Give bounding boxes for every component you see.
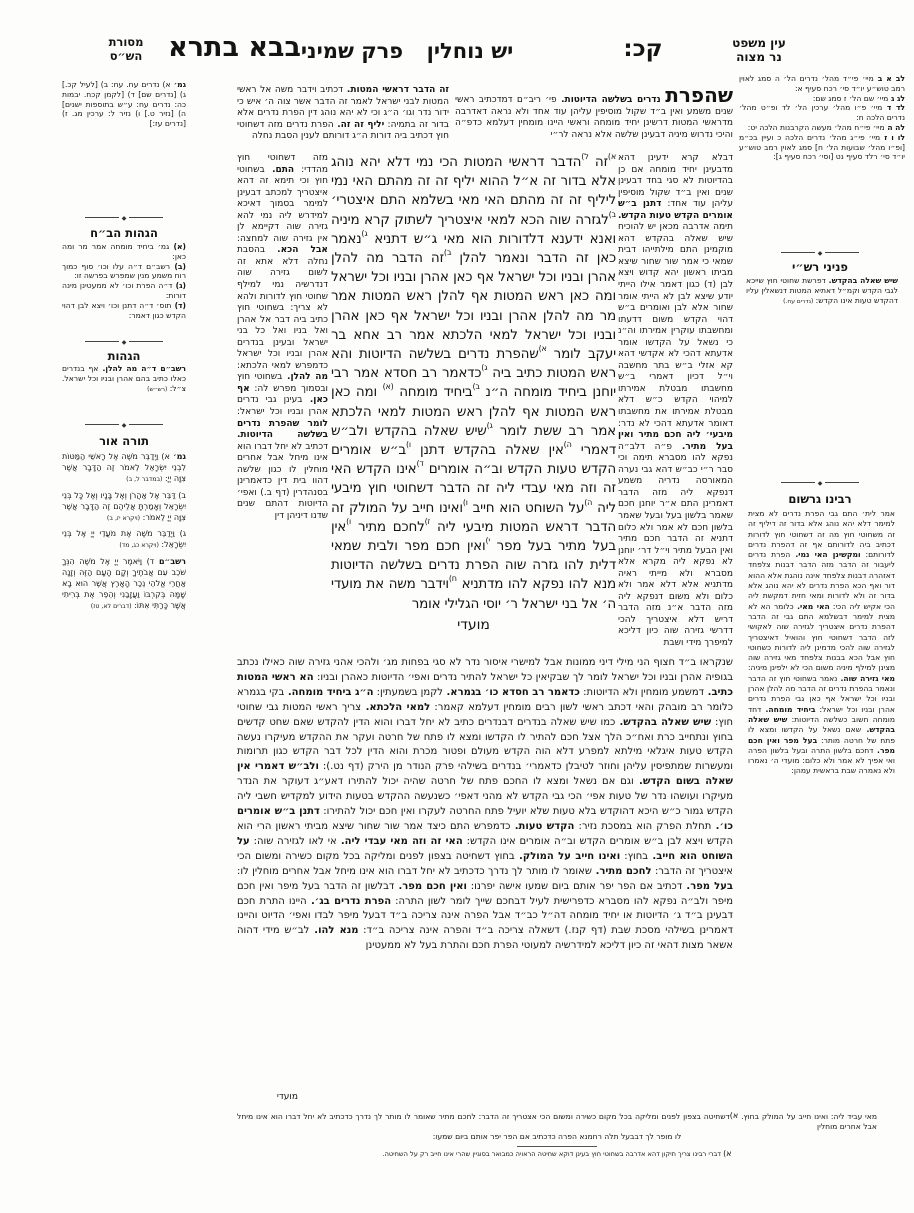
rashbam-column: מזה דשחוטי חוץ מהדדי: התם. בשחוטי חוץ וכי תימא זה דהא איצטריך למכתב דבעינן למימר בסמוך דאיכא למידרש ליה נמי להא גזירה שוה דקיימא לן אין גזירה שוה למחצה: אבל הכא. בהסבת נחלה דלא אתא זה לשום גזירה שוה דנדרשיה נמי למילף שחוטי חוץ לדורות ולהא לא צריך: בשחוטי חוץ כתיב ביה דבר אל אהרן ואל בניו ואל כל בני ישראל ובעינן בנדרים אהרן ובניו וכל ישראל כדמפרש למאי הלכתא: מה להלן. בשחוטי חוץ ובסמוך מפרש לה: אף כאן. בעינן גבי נדרים אהרן ובניו וכל ישראל: לומר שהפרת נדרים בשלשה הדיוטות. דכתיב לא יחל דברו הוא אינו מיחל אבל אחרים מוחלין לו כגון שלשה דהוו בית דין כדאמרינן בסנהדרין (דף ב.) ואפי׳ הדיוטות דהתם שנים שדנו דיניהן דין: [237, 153, 328, 521]
pninei-rashi-text: שיש שאלה בהקדש. דפרשת שחוטי חוץ שייכא לגבי הקדש וקמ״ל דאתיא המטות דנשאלין עליו דהקדש טעות אינו הקדש: (נדרים עח.): [746, 276, 898, 305]
rashbam-bottom-block: שנקראו ב״ד חצוף הני מילי דיני ממונות אבל למישרי איסור נדר לא סגי בפחות מג׳ ולהכי אהני גזירה שוה כאילו נכתב בגופיה אהרן ובניו וכל ישראל לומר לך שבקיאין כל ישראל להתיר נדרים ואפי׳ הדיוטות כאהרן ובניו: הא ראשי המטות כתיב. דמשמע מומחין ולא הדיוטות: כדאמר רב חסדא כו׳ בגמרא. לקמן בשמעתין: ה״ג ביחיד מומחה. בקי בגמרא כלומר רב מובהק והאי דכתב ראשי לשון רבים מומחין דעלמא קאמר: למאי הלכתא. צריך ראשי המטות גבי שחוטי חוץ: שיש שאלה בהקדש. כמו שיש שאלה בנדרים דבנדרים כתיב לא יחל דברו והוא הדין להקדש שאם שחט קדשים בחוץ ונתחייב כרת ואח״כ הלך אצל חכם להתיר לו הקדשו ומצא לו פתח של חרטה ועקר את ההקדש מעיקרו נעשה הקדש טעות איגלאי מילתא למפרע דלא הוה הקדש מעולם ופטור מכרת והוא הדין לכל דבר הקדש כגון תרומות ומעשרות שמתפיסין עליהן וחוזר לטיבלן כדאמרי׳ בנדרים בשילהי פרק הנודר מן הירק (דף נט.): ולב״ש דאמרי אין שאלה בשום הקדש. וגם אם נשאל ומצא לו החכם פתח של חרטה שהיה יכול להתירו דאע״ג דעוקר את הנדר מעיקרו ועושהו נדר של טעות אפי׳ הכי גבי הקדש לא מהני דאפי׳ כשנעשה ההקדש בטעות הידוע למקדיש חשבי ליה הקדש גמור כ״ש היכא דהוקדש בלא טעות שלא יועיל פתח החרטה לעקרו ואין חכם יכול להתירו: דתנן ב״ש אומרים כו׳. תחלת הפרק הוא במסכת נזיר: הקדש טעות. כדמפרש התם כיצד אמר שור שחור שיצא מביתי ראשון הרי הוא הקדש ויצא לבן ב״ש אומרים הקדש וב״ה אומרים אינו הקדש: האי זה וזה מאי עבדי ליה. אי לאו לגזירה שוה: על השוחט הוא חייב. בחוץ: ואינו חייב על המולק. בחוץ דשחיטה בצפון לפנים ומליקה בכל מקום כשירה ומשום הכי איצטריך זה הדבר: לחכם מתיר. שאומר לו מותר לך נדרך כדכתיב לא יחל דברו הוא אינו מיחל אבל אחרים מוחלין לו: בעל מפר. דכתיב אם הפר יפר אותם ביום שמעו אישה יפרנו: ואין חכם מפר. דבלשון זה הדבר בעל מיפר ואין חכם מיפר ולב״ה נפקא להו מסברא כדפרישית לעיל דבחכם שייך לומר לשון התרה: הפרת נדרים בג׳. היינו התרת חכם דבעינן ב״ד ג׳ הדיוטות או יחיד מומחה דה״ל כב״ד אבל הפרה אינה צריכה ב״ד דבעל מיפר לבדו ואפי׳ הדיוט והיינו דאמרינן בשילהי מסכת שבת (דף קנז.) דשאלה צריכה ב״ד והפרה אינה צריכה ב״ד: מנא להו. לב״ש מידי דהוה אשאר מצות דהאי זה כיון דליכא למידרשיה למעוטי הפרת חכם והתרת בעל לא ממעטינן: [237, 657, 733, 952]
footnote-rule: [517, 1146, 597, 1147]
rabbeinu-gershom-text: אמר לית׳ התם גבי הפרת נדרים לא מצית למימר דלא יהא נוהג אלא בדור זה דיליף זה זה משחוטי חוץ מה זה דשחוטי חוץ לדורות דכתיב ביה לדורותם אף זה דהפרת נדרים לדורותם: ומקשינן האי נמי. הפרת נדרים ליעבור זה הדבר מזה הדבר דבנות צלפחד דאזהרה דבנות צלפחד אינה נוהגת אלא ההוא דור ואף הכא הפרת נדרים לא יהא נוהג אלא בדור זה ולא לדורות ומאי חזית דמקשת ליה הכי אקיש ליה הכי: האי מאי. כלומר הא לא מצית למימר דבשלמא התם גבי זה הדבר דהפרת נדרים איצטריך לגזירה שוה לאקושי לזה הדבר דשחוטי חוץ והואיל דאיצטריך לגזירה שוה להכי מדמינן ליה לדורות כשחוטי חוץ אבל הכא בבנות צלפחד מאי גזירה שוה מצינן למילף מיניה משום הכי לא ילפינן מיניה: מאי גזירה שוה. נאמר בשחוטי חוץ זה הדבר ונאמר בהפרת נדרים זה הדבר מה להלן אהרן ובניו וכל ישראל אף כאן גבי הפרת נדרים אהרן ובניו וכל ישראל: ביחיד מומחה. דחד מומחה חשוב כשלשה הדיוטות: שיש שאלה בהקדש. שאם נשאל על הקדשו ומצא לו פתח של חרטה מותר: בעל מפר ואין חכם מפר. דחכם בלשון התרה ובעל בלשון הפרה ואי אפיך לא אמר ולא כלום: מועדי ה׳ נאמרו ולא נאמרה שבת בראשית עמהן:: [748, 509, 895, 776]
ein-mishpat-entries: לב א ב מיי׳ פי״ד מהל׳ נדרים הל׳ ה סמג לאוין רמב טוש״ע יו״ד סי׳ רכח סעיף א: לג ג מיי׳ שם הל׳ ז סמג שם: לד ד מיי׳ פ״ו מהל׳ ערכין הל׳ לד ופ״ט מהל׳ נדרים הלכה ח: לה ה מיי׳ פי״ח מהל׳ מעשה הקרבנות הלכה יט: לו ו ז מיי׳ פי״ג מהל׳ נדרים הלכה כ ועיין בכ״מ [ופ״ו מהל׳ שבועות הל׳ ח] סמג לאוין רמב טוש״ע יו״ד סי׳ רלד סעיף נט [וסי׳ רכח סעיף ג]:: [739, 74, 905, 162]
section-divider: ◆: [76, 422, 172, 430]
mesoret-header-line1: מסורת: [108, 36, 144, 49]
catchword: מועדי: [276, 1092, 298, 1102]
hagahot-habach-entries: (א) גמ׳ ביחיד מומחה אמר מר ומה כאן: (ב) רשב״ם ד״ה עלו וכו׳ סוף כמוך רוח משמע מנין שמפרש בפרשה זו: (ג) ד״ה הפרת וכו׳ לא ממעטינן מינה דורות: (ד) תוס׳ ד״ה דתנן וכו׳ ויצא לבן דהוי הקדש כגון דאמר:: [62, 242, 186, 320]
section-divider: ◆: [76, 215, 172, 223]
mesoret-hashas-text: גמ׳ א) נדרים עח. עח: ב) [לעיל קכ.] ג) [נדרים שם] ד) [לקמן קכח. יבמות כה: נדרים עח: ע״ש בתוספות ישנים] ה) [נזיר ט.] ו) נזיר ל: ערכין מג. ז) [נדרים עז:]: [62, 80, 186, 129]
ein-mishpat-header-line1: עין משפט: [732, 36, 786, 50]
chapter-name: יש נוחלין: [426, 39, 514, 63]
section-divider: ◆: [76, 339, 172, 347]
footnote-annotation: $^{א)}$ דברי רבינו צריך תיקון דהא אדרבה בשחוטי חוץ בעינן דוקא שחיטה הראויה כמבואר בסוגיין שהרי אינו חייב רק על השחיטה.: [382, 1149, 732, 1159]
section-divider: ◆: [770, 250, 870, 258]
tosafot-top-block: שהפרת נדרים בשלשה הדיוטות. פי׳ ריב״ם דמדכתיב ראשי שנים משמע ואין ב״ד שקול מוסיפין עליהן עוד אחד ולא נראה דאדרבה מדראשי המטות דרשינן יחיד מומחה וראשי היינו מומחין דעלמא כדפ״ה והיכי נדרוש מיניה דבעינן שלשה אלא נראה לר״י: [455, 85, 733, 140]
ein-mishpat-header: [705, 36, 813, 64]
footnote-line: לו מופר לך דבבעל תלה רחמנא הפרה כדכתיב אם הפר יפר אותם ביום שמעו:: [432, 1132, 682, 1142]
footnote-line: מאי עביד ליה: ואינו חייב על המולק בחוץ. $^{א)}$דשחיטה בצפון לפנים ומליקה בכל מקום כשירה ומשום הכי אצטריך זה הדבר: לחכם מתיר שאומר לו מותר לך נדרך כדכתיב לא יחל דברו הוא אינו מיחל אבל אחרים מוחלין: [237, 1112, 877, 1131]
torah-or-title: תורה אור: [99, 434, 149, 448]
perek-label: פרק שמיני: [300, 39, 404, 63]
mesoret-header-line2: הש״ס: [109, 48, 143, 63]
daf-number: קכ:: [623, 36, 663, 62]
torah-or-verses: גמ׳ א) וַיְדַבֵּר מֹשֶׁה אֶל רָאשֵׁי הַמַּטּוֹת לִבְנֵי יִשְׂרָאֵל לֵאמֹר זֶה הַדָּבָר אֲשֶׁר צִוָּה יְיָ: (במדבר ל, ב) ב) דַּבֵּר אֶל אַהֲרֹן וְאֶל בָּנָיו וְאֶל כָּל בְּנֵי יִשְׂרָאֵל וְאָמַרְתָּ אֲלֵיהֶם זֶה הַדָּבָר אֲשֶׁר צִוָּה יְיָ לֵאמֹר: (ויקרא יז, ב) ג) וַיְדַבֵּר מֹשֶׁה אֶת מֹעֲדֵי יְיָ אֶל בְּנֵי יִשְׂרָאֵל: (ויקרא כג, מד) רשב״ם ד) וַיֹּאמֶר יְיָ אֶל מֹשֶׁה הִנְּךָ שֹׁכֵב עִם אֲבֹתֶיךָ וְקָם הָעָם הַזֶּה וְזָנָה אַחֲרֵי אֱלֹהֵי נֵכַר הָאָרֶץ אֲשֶׁר הוּא בָא שָׁמָּה בְּקִרְבּוֹ וַעֲזָבַנִי וְהֵפֵר אֶת בְּרִיתִי אֲשֶׁר כָּרַתִּי אִתּוֹ: (דברים לא, טז): [62, 452, 186, 611]
gemara-text: $^{א)}$זה $^{ל)}$הדבר דראשי המטות הכי נמי דלא יהא נוהג אלא בדור זה א״ל ההוא יליף זה זה מהתם האי נמי ליליף זה זה מהתם האי מאי בשלמא התם איצטרי׳ $^{ב)}$לגזרה שוה הכא למאי איצטריך לשתוק קרא מיניה ואנא ידענא דלדורות הוא מאי ג״ש דתניא $^{ג)}$נאמר כאן זה הדבר ונאמר להלן $^{ב)}$זה הדבר מה להלן אהרן ובניו וכל ישראל אף כאן אהרן ובניו וכל ישראל ומה כאן ראש המטות אף להלן ראש המטות אמר מר מה להלן אהרן ובניו וכל ישראל אף כאן אהרן ובניו וכל ישראל למאי הלכתא אמר רב אחא בר יעקב לומר $^{א)}$שהפרת נדרים בשלשה הדיוטות והא ראש המטות כתיב ביה $^{ג)}$כדאמר רב חסדא אמר רבי יוחנן ביחיד מומחה ה״נ $^{ב)}$ביחיד מומחה $^{(א)}$ ומה כאן ראש המטות אף להלן ראש המטות למאי הלכתא אמר רב ששת לומר $^{ג)}$שיש שאלה בהקדש ולב״ש דאמרי $^{ה)}$אין שאלה בהקדש דתנן $^{ו)}$ב״ש אומרים הקדש טעות הקדש וב״ה אומרים $^{ד)}$אינו הקדש האי זה וזה מאי עבדי ליה זה הדבר דשחוטי חוץ מיבעי ליה $^{ה)}$על השוחט הוא חייב $^{ו)}$ואינו חייב על המולק זה הדבר דראש המטות מיבעי ליה $^{ז)}$לחכם מתיר $^{ו)}$אין בעל מתיר בעל מפר $^{י)}$ואין חכם מפר ולבית שמאי דלית להו גזרה שוה הפרת נדרים בשלשה הדיוטות מנא להו נפקא להו מדתניא $^{ח)}$וידבר משה את מועדי ה׳ אל בני ישראל ר׳ יוסי הגלילי אומר: [331, 153, 616, 612]
tosafot-column: דבלא קרא ידעינן דהא מדבעינן יחיד מומחה אם כן בהדיוטות לא סגי בחד דבעינן שנים ואין ב״ד שקול מוסיפין עליהן עוד אחד: דתנן ב״ש אומרים הקדש טעות הקדש. תימה אדרבה מכאן יש להוכיח שיש שאלה בהקדש דהא מוקמינן התם מילתייהו דבית שמאי כי אמר שור שחור שיצא מביתו ראשון יהא קדוש ויצא לבן (ד) כגון דאמר אילו הייתי יודע שיצא לבן לא הייתי אומר שחור אלא לבן ואומרים ב״ש דהוי הקדש משום דדעתו ומחשבתו עוקרין אמירתו וה״נ כי נשאל על הקדשו אומר אדעתא דהכי לא אקדשי דהא קא אזלי ב״ש בתר מחשבה וי״ל דכיון דאמרי ב״ש מחשבתו מבטלת אמירתו למיהוי הקדש כ״ש דלא מבטלת אמירתו את מחשבתו דאומר אדעתא דהכי לא נדר: מיבעי׳ ליה חכם מתיר ואין בעל מתיר. פ״ה דלב״ה נפקא להו מסברא תימה וכי סבר ר״י כב״ש דהא גבי נערה המאורסה נדריה משמע דנפקא ליה מזה הדבר דאמרינן התם א״ר יוחנן חכם שאמר בלשון בעל ובעל שאמר בלשון חכם לא אמר ולא כלום דתניא זה הדבר חכם מתיר ואין הבעל מתיר וי״ל דר׳ יוחנן לא נפקא ליה מקרא אלא מסברא ולא מייתי ראיה מדתניא אלא דלא אמר ולא כלום ולא משום דנפקא ליה מזה הדבר א״נ מזה הדבר דריש דלא איצטריך להכי דדרשי גזירה שוה כיון דליכא למיפרך מידי ושבת: [618, 153, 733, 648]
mesoret-hashas-header: [86, 36, 166, 63]
hagahot-title: הגהות: [107, 349, 141, 363]
pninei-rashi-title: פניני רש״י: [792, 260, 848, 274]
rabbeinu-gershom-title: רבינו גרשום: [788, 492, 852, 506]
gemara-last-word: מועדי: [457, 617, 490, 633]
section-divider: ◆: [770, 480, 870, 488]
hagahot-text: רשב״ם ד״ה מה להלן. אף בנדרים כאלו כתיב בהם אהרן ובניו וכל ישראל. צ״ל: (רש״ש): [62, 364, 186, 393]
hagahot-habach-title: הגהות הב״ח: [90, 226, 158, 240]
tractate-name: בבא בתרא: [168, 32, 301, 63]
rashbam-top-block: זה הדבר דראשי המטות. דכתיב וידבר משה אל ראשי המטות לבני ישראל לאמר זה הדבר אשר צוה ה׳ איש כי ידור נדר וגו׳ ה״ג וכי לא יהא נוהג דין הפרת נדרים אלא בדור זה בתמיה: יליף זה זה. הפרת נדרים מזה דשחוטי חוץ דכתיב ביה דורות ה״ג דורותם לענין הסבת נחלה: [237, 85, 449, 142]
ein-mishpat-header-line2: נר מצוה: [736, 50, 782, 64]
footnotes: [237, 1112, 877, 1158]
